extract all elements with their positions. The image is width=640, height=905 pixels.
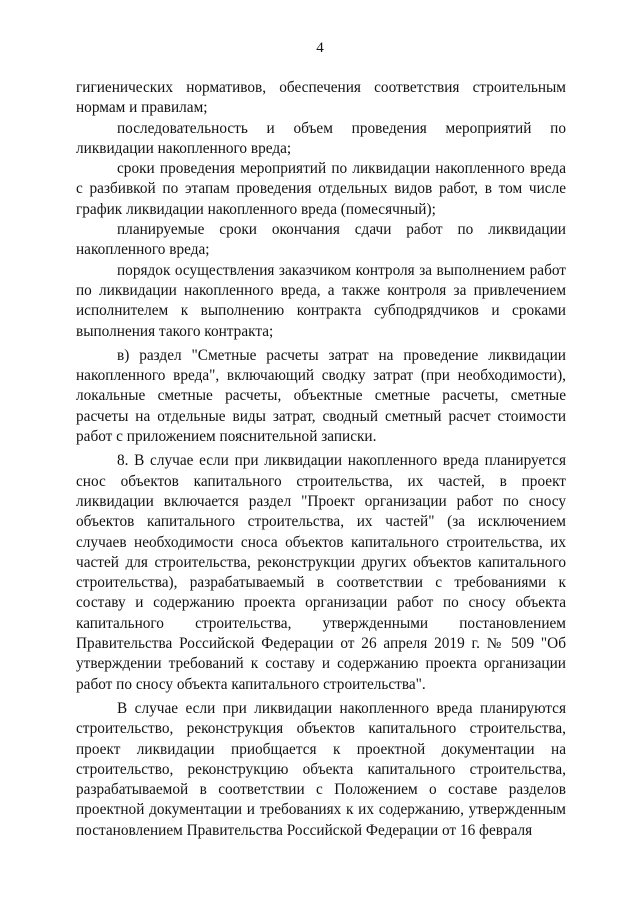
paragraph: гигиенических нормативов, обеспечения соответствия строительным нормам и правилам; bbox=[76, 79, 566, 117]
paragraph: последовательность и объем проведения мероприятий по ликвидации накопленного вреда; bbox=[76, 119, 566, 157]
paragraph: 8. В случае если при ликвидации накопленного вреда планируется снос объектов капитального строительства, их частей, в проект ликвидации включается раздел "Проект организации работ по сносу объектов капитального строительства, их частей" (за исключением случаев необходимости сноса объектов капитального строительства, их частей для строительства, реконструкции других объектов капитального строительства), разрабатываемый в соответствии с требованиями к составу и содержанию проекта организации работ по сносу объекта капитального строительства, утвержденными постановлением Правительства Российской Федерации от 26 апреля 2019 г. № 509 "Об утверждении требований к составу и содержанию проекта организации работ по сносу объекта капитального строительства". bbox=[76, 452, 566, 693]
paragraph: порядок осуществления заказчиком контроля за выполнением работ по ликвидации накопленного вреда, а также контроля за привлечением исполнителем к выполнению контракта субподрядчиков и сроками выполнения такого контракта; bbox=[76, 261, 566, 340]
page-number: 4 bbox=[316, 40, 324, 56]
document-body bbox=[76, 78, 566, 841]
paragraph: в) раздел "Сметные расчеты затрат на проведение ликвидации накопленного вреда", включающий сводку затрат (при необходимости), локальные сметные расчеты, объектные сметные расчеты, сметные расчеты на отдельные виды затрат, сводный сметный расчет стоимости работ с приложением пояснительной записки. bbox=[76, 346, 566, 446]
paragraph: В случае если при ликвидации накопленного вреда планируются строительство, реконструкция объектов капитального строительства, проект ликвидации приобщается к проектной документации на строительство, реконструкцию объекта капитального строительства, разрабатываемой в соответствии с Положением о составе разделов проектной документации и требованиях к их содержанию, утвержденным постановлением Правительства Российской Федерации от 16 февраля bbox=[76, 699, 566, 839]
paragraph: сроки проведения мероприятий по ликвидации накопленного вреда с разбивкой по этапам проведения отдельных видов работ, в том числе график ликвидации накопленного вреда (помесячный); bbox=[76, 160, 566, 218]
paragraph: планируемые сроки окончания сдачи работ по ликвидации накопленного вреда; bbox=[76, 221, 566, 259]
